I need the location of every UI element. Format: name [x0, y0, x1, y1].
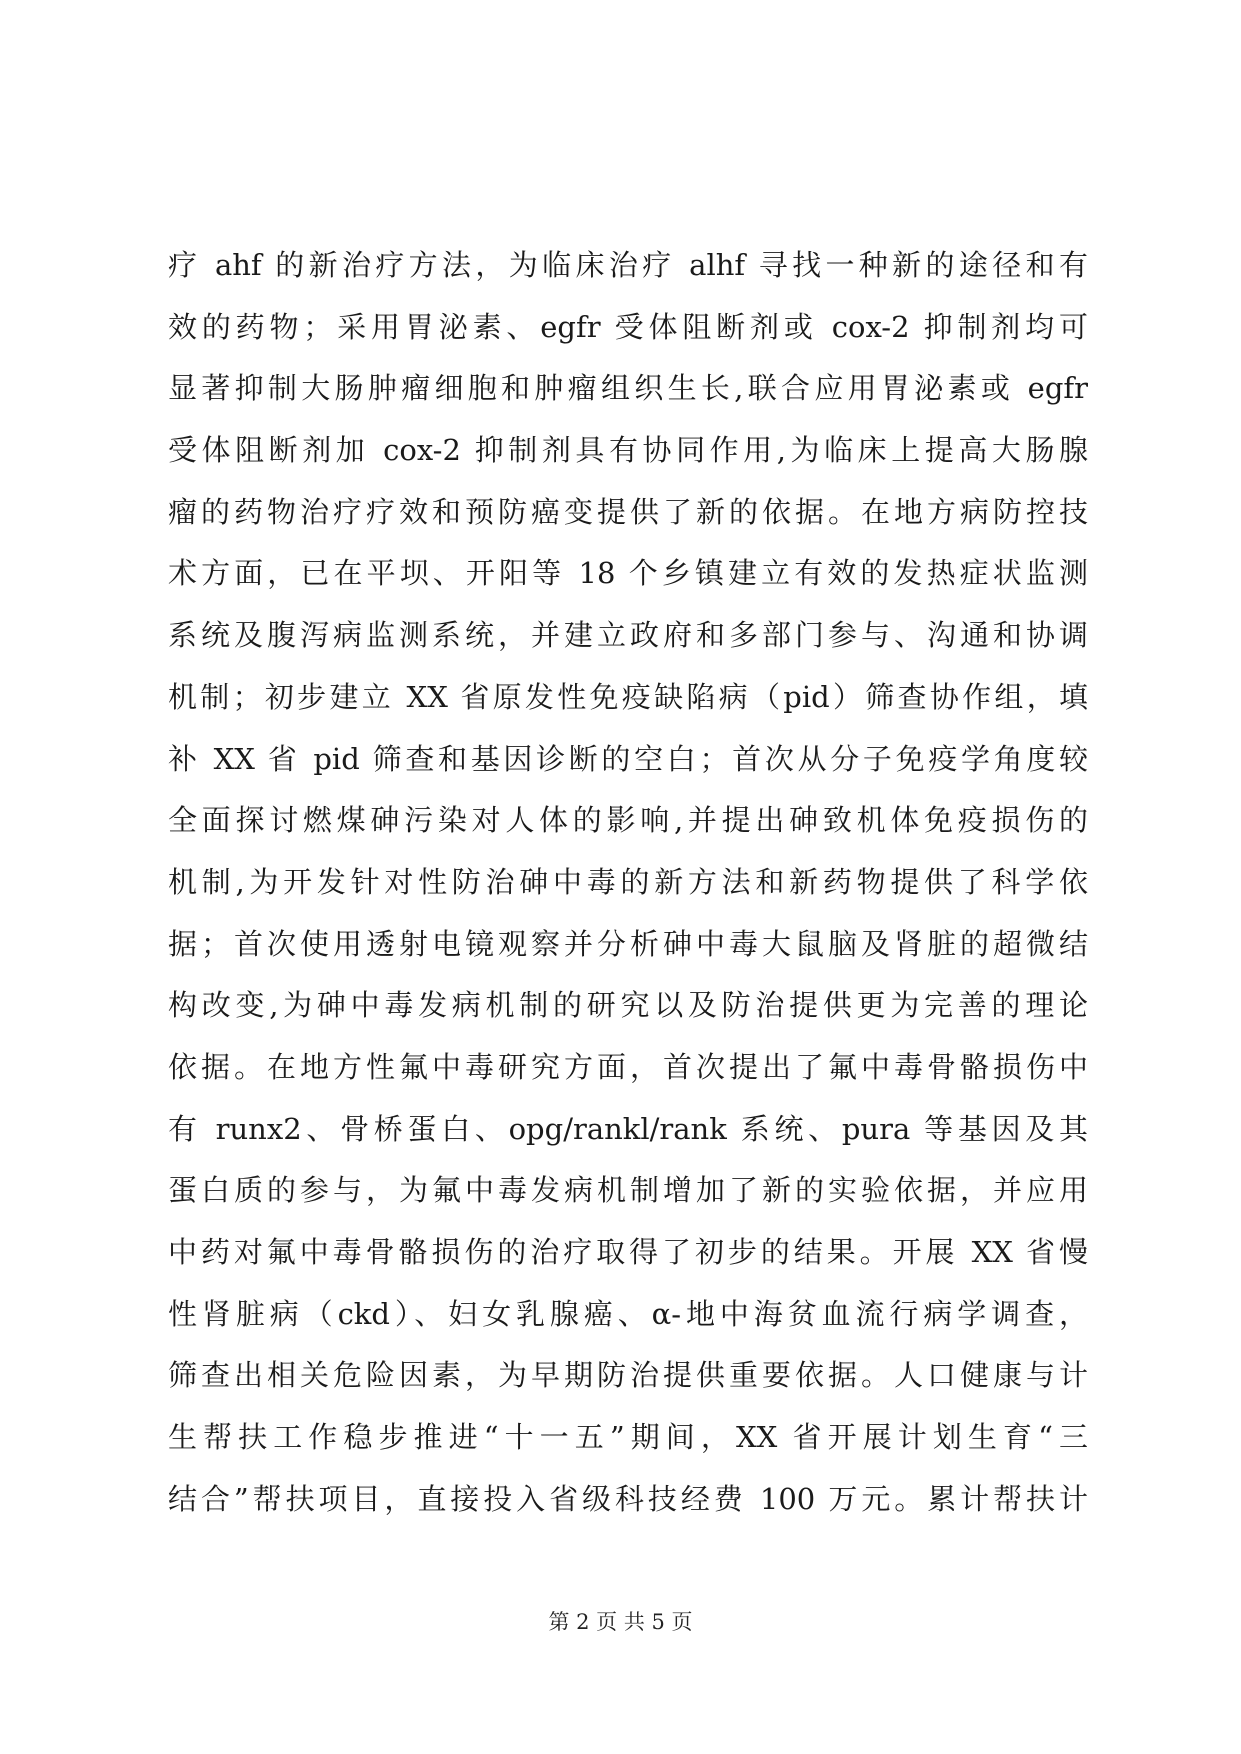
text-line: 筛查出相关危险因素，为早期防治提供重要依据。人口健康与计 — [168, 1358, 1088, 1393]
text-line: 生帮扶工作稳步推进“十一五”期间，XX 省开展计划生育“三 — [168, 1420, 1088, 1455]
text-line: 瘤的药物治疗疗效和预防癌变提供了新的依据。在地方病防控技 — [168, 494, 1088, 529]
text-line: 蛋白质的参与，为氟中毒发病机制增加了新的实验依据，并应用 — [168, 1173, 1088, 1208]
text-line: 构改变,为砷中毒发病机制的研究以及防治提供更为完善的理论 — [168, 988, 1088, 1023]
text-line: 结合”帮扶项目，直接投入省级科技经费 100 万元。累计帮扶计 — [168, 1481, 1088, 1516]
page-footer — [0, 1606, 1241, 1636]
text-line: 系统及腹泻病监测系统，并建立政府和多部门参与、沟通和协调 — [168, 618, 1088, 653]
text-line: 术方面，已在平坝、开阳等 18 个乡镇建立有效的发热症状监测 — [168, 556, 1088, 591]
text-line: 有 runx2、骨桥蛋白、opg/rankl/rank 系统、pura 等基因及其 — [168, 1111, 1088, 1146]
text-line: 全面探讨燃煤砷污染对人体的影响,并提出砷致机体免疫损伤的 — [168, 803, 1088, 838]
text-line: 中药对氟中毒骨骼损伤的治疗取得了初步的结果。开展 XX 省慢 — [168, 1235, 1088, 1269]
text-line: 依据。在地方性氟中毒研究方面，首次提出了氟中毒骨骼损伤中 — [168, 1049, 1088, 1084]
text-line: 据；首次使用透射电镜观察并分析砷中毒大鼠脑及肾脏的超微结 — [168, 926, 1088, 961]
page-number: 第 2 页 共 5 页 — [548, 1610, 693, 1634]
body-text — [168, 235, 1088, 1530]
text-line: 效的药物；采用胃泌素、egfr 受体阻断剂或 cox-2 抑制剂均可 — [168, 309, 1088, 344]
text-line: 机制；初步建立 XX 省原发性免疫缺陷病（pid）筛查协作组，填 — [168, 679, 1088, 714]
text-line: 疗 ahf 的新治疗方法，为临床治疗 alhf 寻找一种新的途径和有 — [168, 248, 1088, 282]
text-line: 受体阻断剂加 cox-2 抑制剂具有协同作用,为临床上提高大肠腺 — [168, 433, 1088, 468]
text-line: 显著抑制大肠肿瘤细胞和肿瘤组织生长,联合应用胃泌素或 egfr — [168, 371, 1088, 406]
text-line: 性肾脏病（ckd）、妇女乳腺癌、α-地中海贫血流行病学调查， — [168, 1296, 1088, 1331]
text-line: 补 XX 省 pid 筛查和基因诊断的空白；首次从分子免疫学角度较 — [168, 741, 1088, 776]
text-line: 机制,为开发针对性防治砷中毒的新方法和新药物提供了科学依 — [168, 864, 1088, 899]
